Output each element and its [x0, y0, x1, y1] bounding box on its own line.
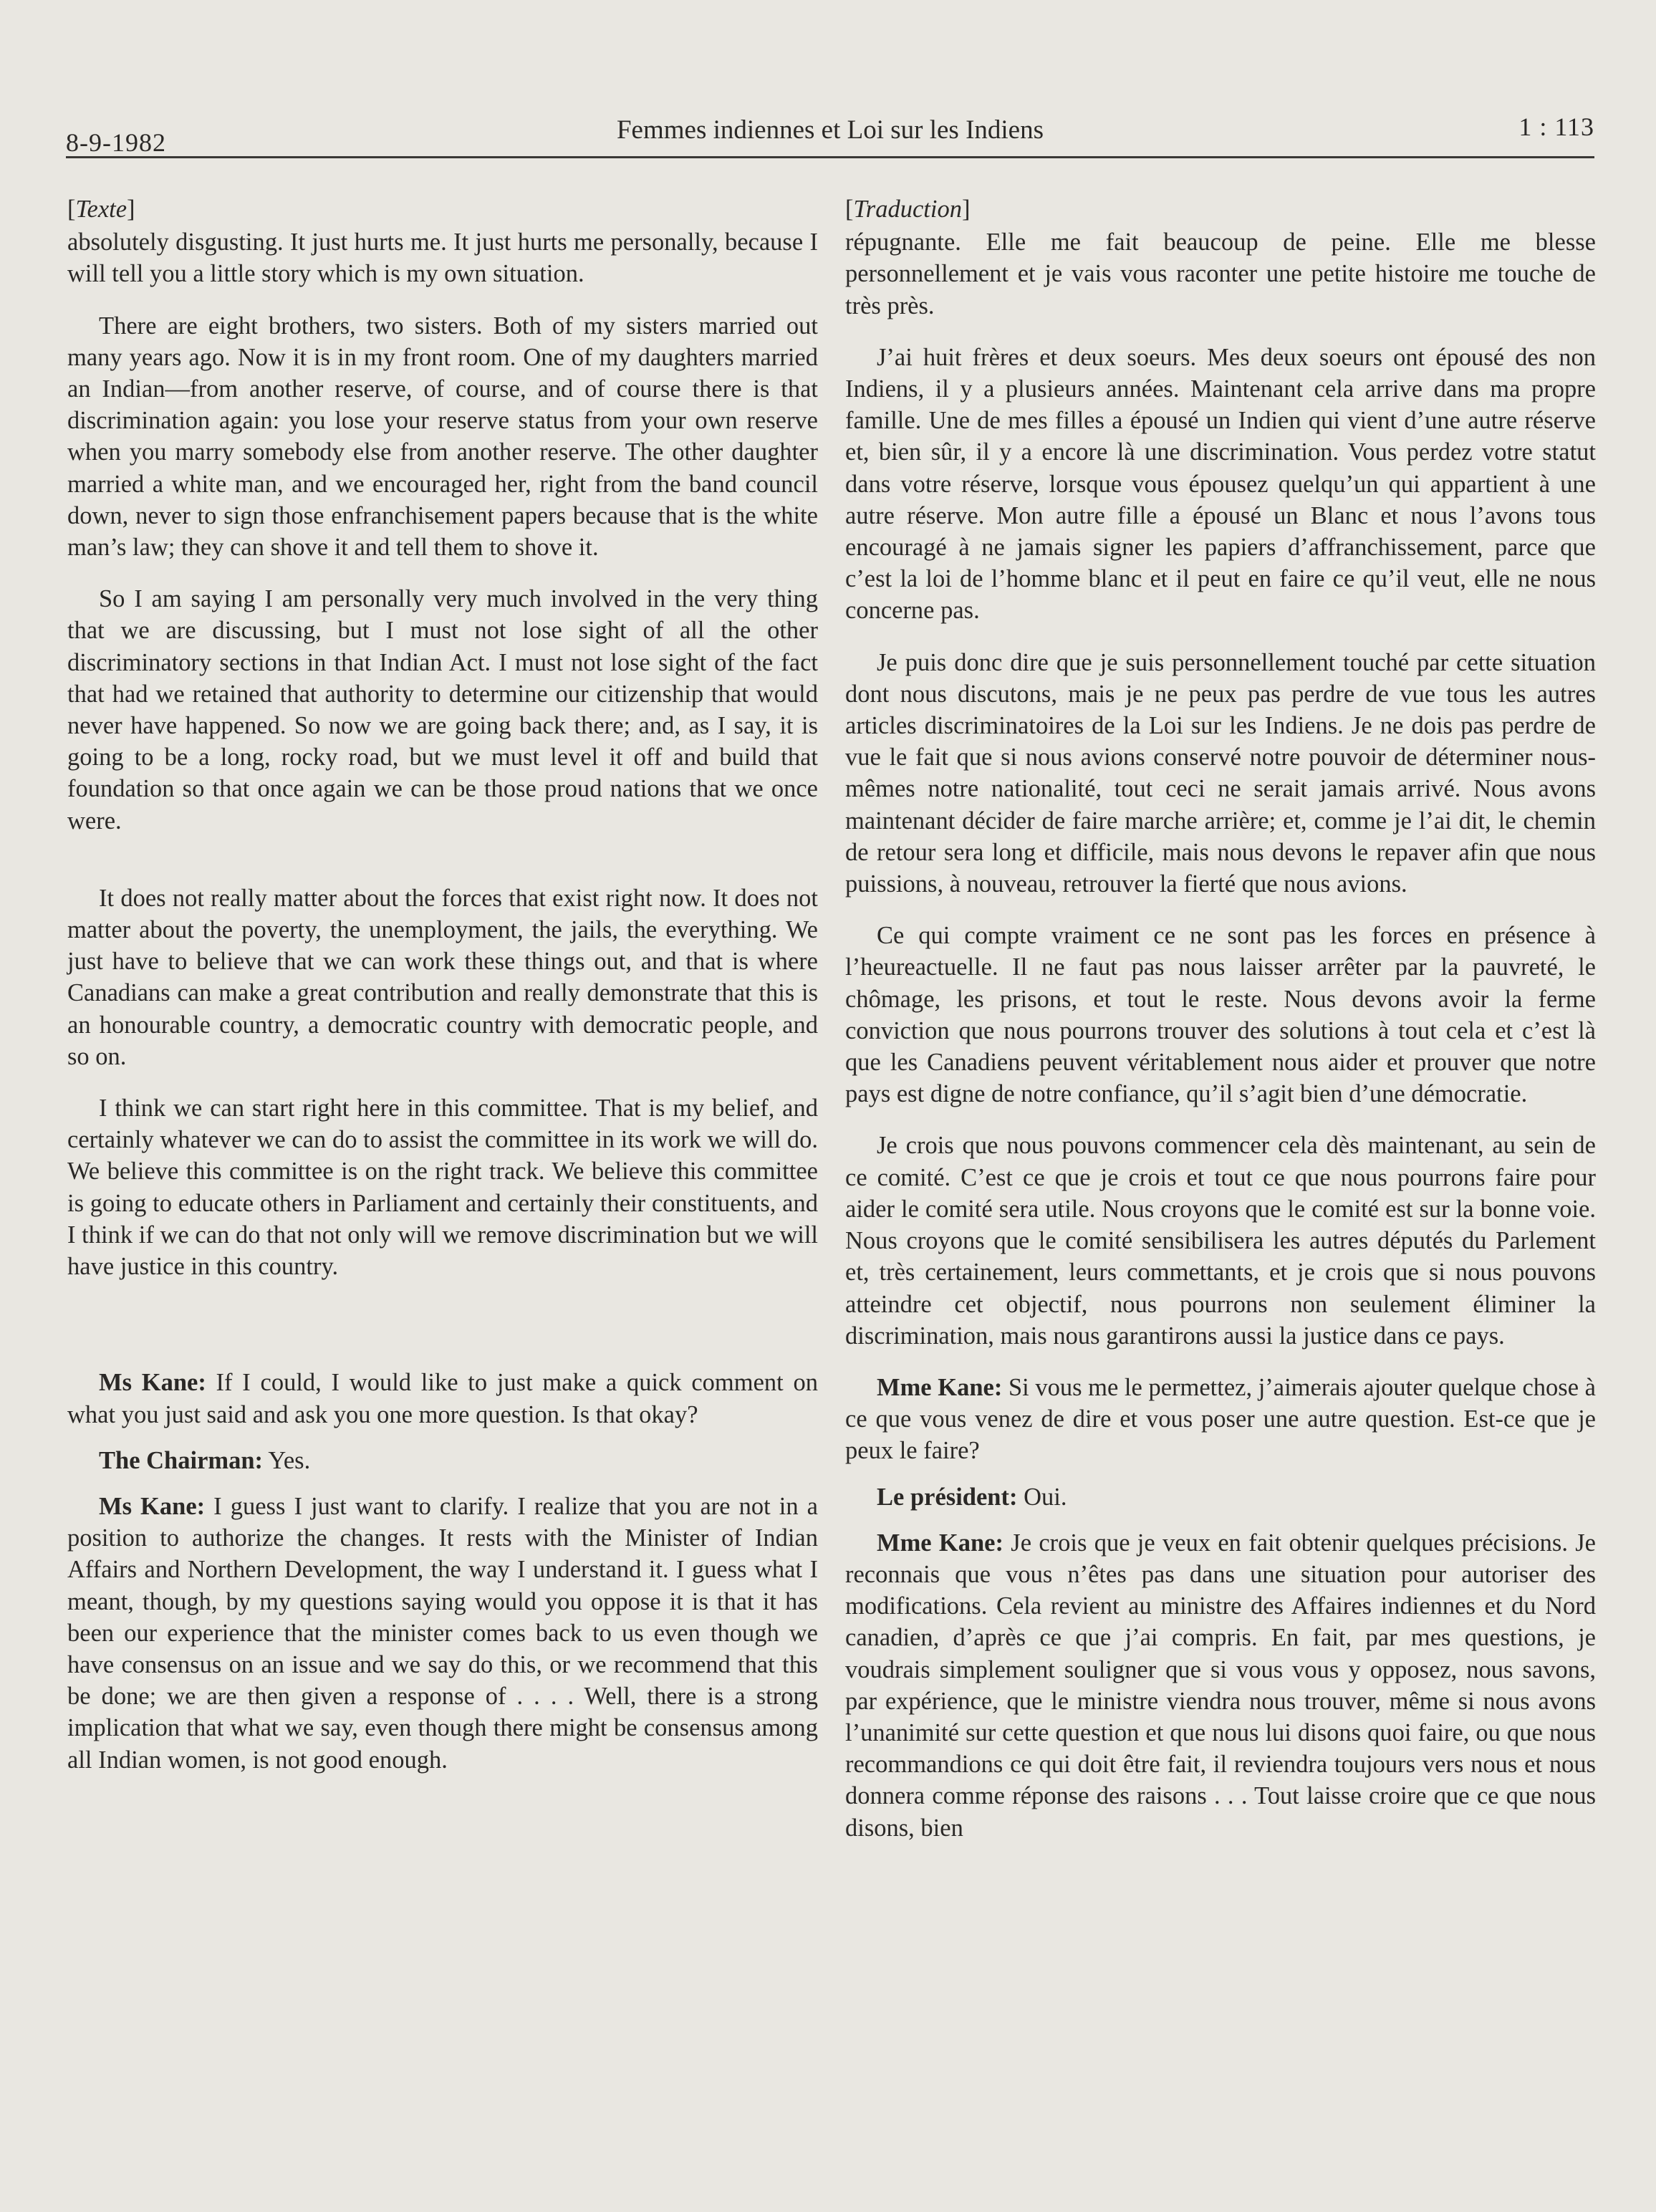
paragraph: I think we can start right here in this committee. That is my belief, and certainly whatever we can do to assist the committee in its work we will do. We believe this committee is on the right track. We believe this committee is going to educate others in Parliament and certainly their constituents, and I think if we can do that not only will we remove discrimination but we will have justice in this country.	[67, 1095, 818, 1281]
french-column	[845, 193, 1596, 1864]
paragraph: So I am saying I am personally very much involved in the very thing that we are discussing, but I must not lose sight of all the other discriminatory sections in that Indian Act. I must not lose sight of the fact that had we retained that authority to determine our citizenship that would never have happened. So now we are going back there; and, as I say, it is going to be a long, rocky road, but we must level it off and build that foundation so that once again we can be those proud nations that we once were.	[67, 585, 818, 835]
speaker-paragraph	[845, 1481, 1596, 1513]
paragraph: répugnante. Elle me fait beaucoup de peine. Elle me blesse personnellement et je vais vous raconter une petite histoire me touche de très près.	[845, 229, 1596, 319]
speaker-name: Le président:	[877, 1483, 1018, 1511]
speaker-name: Mme Kane:	[877, 1373, 1003, 1401]
column-tag-traduction: [Traduction]	[845, 196, 971, 223]
speaker-paragraph	[845, 1527, 1596, 1844]
speaker-name: Ms Kane:	[99, 1492, 206, 1520]
speaker-paragraph	[67, 1445, 818, 1476]
paragraph: Je puis donc dire que je suis personnellement touché par cette situation dont nous discutons, mais je ne peux pas perdre de vue tous les autres articles discriminatoires de la Loi sur les Indiens. Je ne dois pas perdre de vue le fait que si nous avions conservé notre pouvoir de déterminer nous-mêmes notre nationalité, tout ceci ne serait jamais arrivé. Nous avons maintenant décider de faire marche arrière; et, comme je l’ai dit, le chemin de retour sera long et difficile, mais nous devons le repaver afin que nous puissions, à nouveau, retrouver la fierté que nous avions.	[845, 648, 1596, 898]
paragraph: There are eight brothers, two sisters. Both of my sisters married out many years ago. Now it is in my front room. One of my daughters married an Indian—from another reserve, of course, and of course there is that discrimination again: you lose your reserve status from your own reserve when you marry somebody else from another reserve. The other daughter married a white man, and we encouraged her, right from the band council down, never to sign those enfranchisement papers because that is the white man’s law; they can shove it and tell them to shove it.	[67, 312, 818, 562]
speaker-name: Ms Kane:	[99, 1369, 206, 1397]
paragraph: Je crois que nous pouvons commencer cela dès maintenant, au sein de ce comité. C’est ce que je crois et tout ce que nous pourrons faire pour aider le comité sera utile. Nous croyons que le comité est sur la bonne voie. Nous croyons que le comité sensibilisera les autres députés du Parlement et, très certainement, leurs commettants, et je crois que si nous pouvons atteindre cet objectif, nous pourrons non seulement éliminer la discrimination, mais nous garantirons aussi la justice dans ce pays.	[845, 1132, 1596, 1350]
header-date: 8-9-1982	[66, 128, 166, 157]
paragraph: J’ai huit frères et deux soeurs. Mes deux soeurs ont épousé des non Indiens, il y a plusieurs années. Maintenant cela arrive dans ma propre famille. Une de mes filles a épousé un Indien qui vient d’une autre réserve et, bien sûr, il y a encore là une discrimination. Vous perdez votre statut dans votre réserve, lorsque vous épousez quelqu’un qui appartient à une autre réserve. Mon autre fille a épousé un Blanc et nous l’avons tous encouragé à ne jamais signer les papiers d’affranchissement, parce que c’est la loi de l’homme blanc et il peut en faire ce qu’il veut, elle ne nous concerne pas.	[845, 343, 1596, 625]
english-column	[67, 193, 818, 1796]
speaker-paragraph	[67, 1367, 818, 1430]
speech-text: Si vous me le permettez, j’aimerais ajouter quelque chose à ce que vous venez de dire et vous poser une autre question. Est-ce que je peux le faire?	[845, 1373, 1596, 1465]
speaker-name: Mme Kane:	[877, 1529, 1003, 1557]
speech-text: Je crois que je veux en fait obtenir quelques précisions. Je reconnais que vous n’êtes pas dans une situation pour autoriser des modifications. Cela revient au ministre des Affaires indiennes et du Nord canadien, d’après ce que j’ai compris. En fait, par mes questions, je voudrais simplement souligner que si vous vous y opposez, nous savons, par expérience, que le ministre viendra nous trouver, même si nous avons l’unanimité sur cette question et que nous lui disons quoi faire, ou que nous recommandions ce qui doit être fait, il reviendra toujours vers nous et nous donnera comme réponse des raisons . . . Tout laisse croire que ce que nous disons, bien	[845, 1529, 1596, 1842]
column-tag-texte: [Texte]	[67, 196, 135, 223]
speaker-name: The Chairman:	[99, 1446, 264, 1474]
paragraph: It does not really matter about the forces that exist right now. It does not matter about the poverty, the unemployment, the jails, the everything. We just have to believe that we can work these things out, and that is where Canadians can make a great contribution and really demonstrate that this is an honourable country, a democratic country with democratic people, and so on.	[67, 884, 818, 1070]
speaker-paragraph	[67, 1491, 818, 1776]
speech-text: If I could, I would like to just make a quick comment on what you just said and ask you one more question. Is that okay?	[67, 1369, 818, 1428]
speech-text: I guess I just want to clarify. I realize that you are not in a position to authorize the changes. It rests with the Minister of Indian Affairs and Northern Development, the way I understand it. I guess what I meant, though, by my questions saying would you oppose it is that it has been our experience that the minister comes back to us even though we have consensus on an issue and we say do this, or we recommend that this be done; we are then given a response of . . . . Well, there is a strong implication that what we say, even though there might be consensus among all Indian women, is not good enough.	[67, 1492, 818, 1774]
speech-text: Yes.	[263, 1446, 311, 1474]
paragraph: Ce qui compte vraiment ce ne sont pas les forces en présence à l’heureactuelle. Il ne faut pas nous laisser arrêter par la pauvreté, le chômage, les prisons, et tout le reste. Nous devons avoir la ferme conviction que nous pourrons trouver des solutions à tout cela et c’est là que les Canadiens peuvent véritablement nous aider et prouver que notre pays est digne de notre confiance, qu’il s’agit bien d’une démocratie.	[845, 922, 1596, 1108]
paragraph: absolutely disgusting. It just hurts me. It just hurts me personally, because I will tell you a little story which is my own situation.	[67, 229, 818, 288]
speech-text: Oui.	[1017, 1483, 1067, 1511]
header-title: Femmes indiennes et Loi sur les Indiens	[616, 115, 1044, 145]
speaker-paragraph	[845, 1372, 1596, 1467]
page-header	[66, 107, 1594, 158]
header-page-number: 1 : 113	[1518, 112, 1594, 141]
